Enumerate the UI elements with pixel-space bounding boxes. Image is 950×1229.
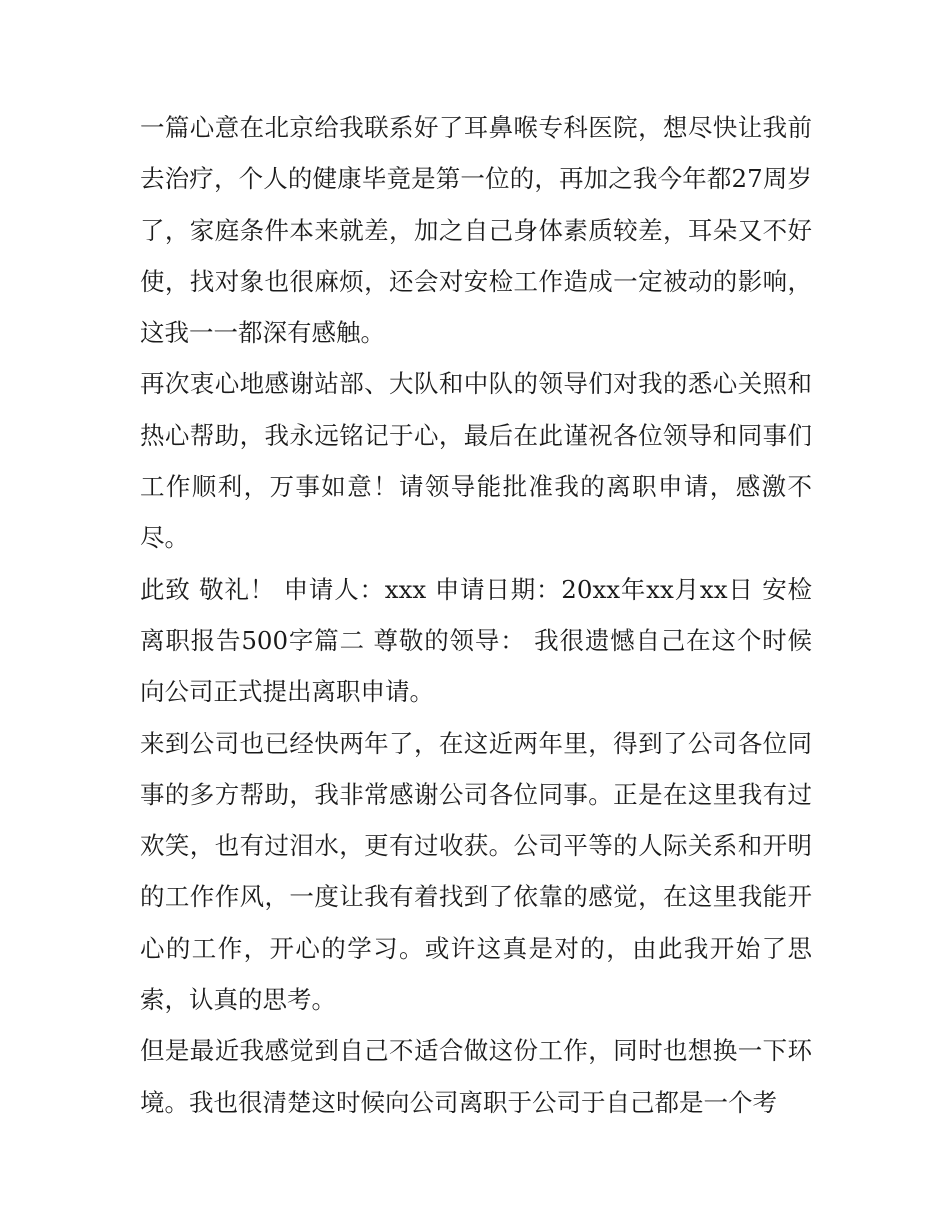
paragraph-2: 再次衷心地感谢站部、大队和中队的领导们对我的悉心关照和热心帮助，我永远铭记于心，最后在此谨祝各位领导和同事们工作顺利，万事如意！请领导能批准我的离职申请，感激不尽。 [140, 369, 812, 553]
document-body [140, 102, 812, 1128]
paragraph-3: 此致 敬礼！ 申请人：xxx 申请日期：20xx年xx月xx日 安检离职报告500字篇二 尊敬的领导： 我很遗憾自己在这个时候向公司正式提出离职申请。 [140, 574, 812, 707]
paragraph-5: 但是最近我感觉到自己不适合做这份工作，同时也想换一下环境。我也很清楚这时候向公司离职于公司于自己都是一个考 [140, 1036, 812, 1117]
paragraph-4: 来到公司也已经快两年了，在这近两年里，得到了公司各位同事的多方帮助，我非常感谢公司各位同事。正是在这里我有过欢笑，也有过泪水，更有过收获。公司平等的人际关系和开明的工作作风，一度让我有着找到了依靠的感觉，在这里我能开心的工作，开心的学习。或许这真是对的，由此我开始了思索，认真的思考。 [140, 728, 812, 1015]
paragraph-1: 一篇心意在北京给我联系好了耳鼻喉专科医院，想尽快让我前去治疗，个人的健康毕竟是第一位的，再加之我今年都27周岁了，家庭条件本来就差，加之自己身体素质较差，耳朵又不好使，找对象也很麻烦，还会对安检工作造成一定被动的影响，这我一一都深有感触。 [140, 113, 812, 348]
